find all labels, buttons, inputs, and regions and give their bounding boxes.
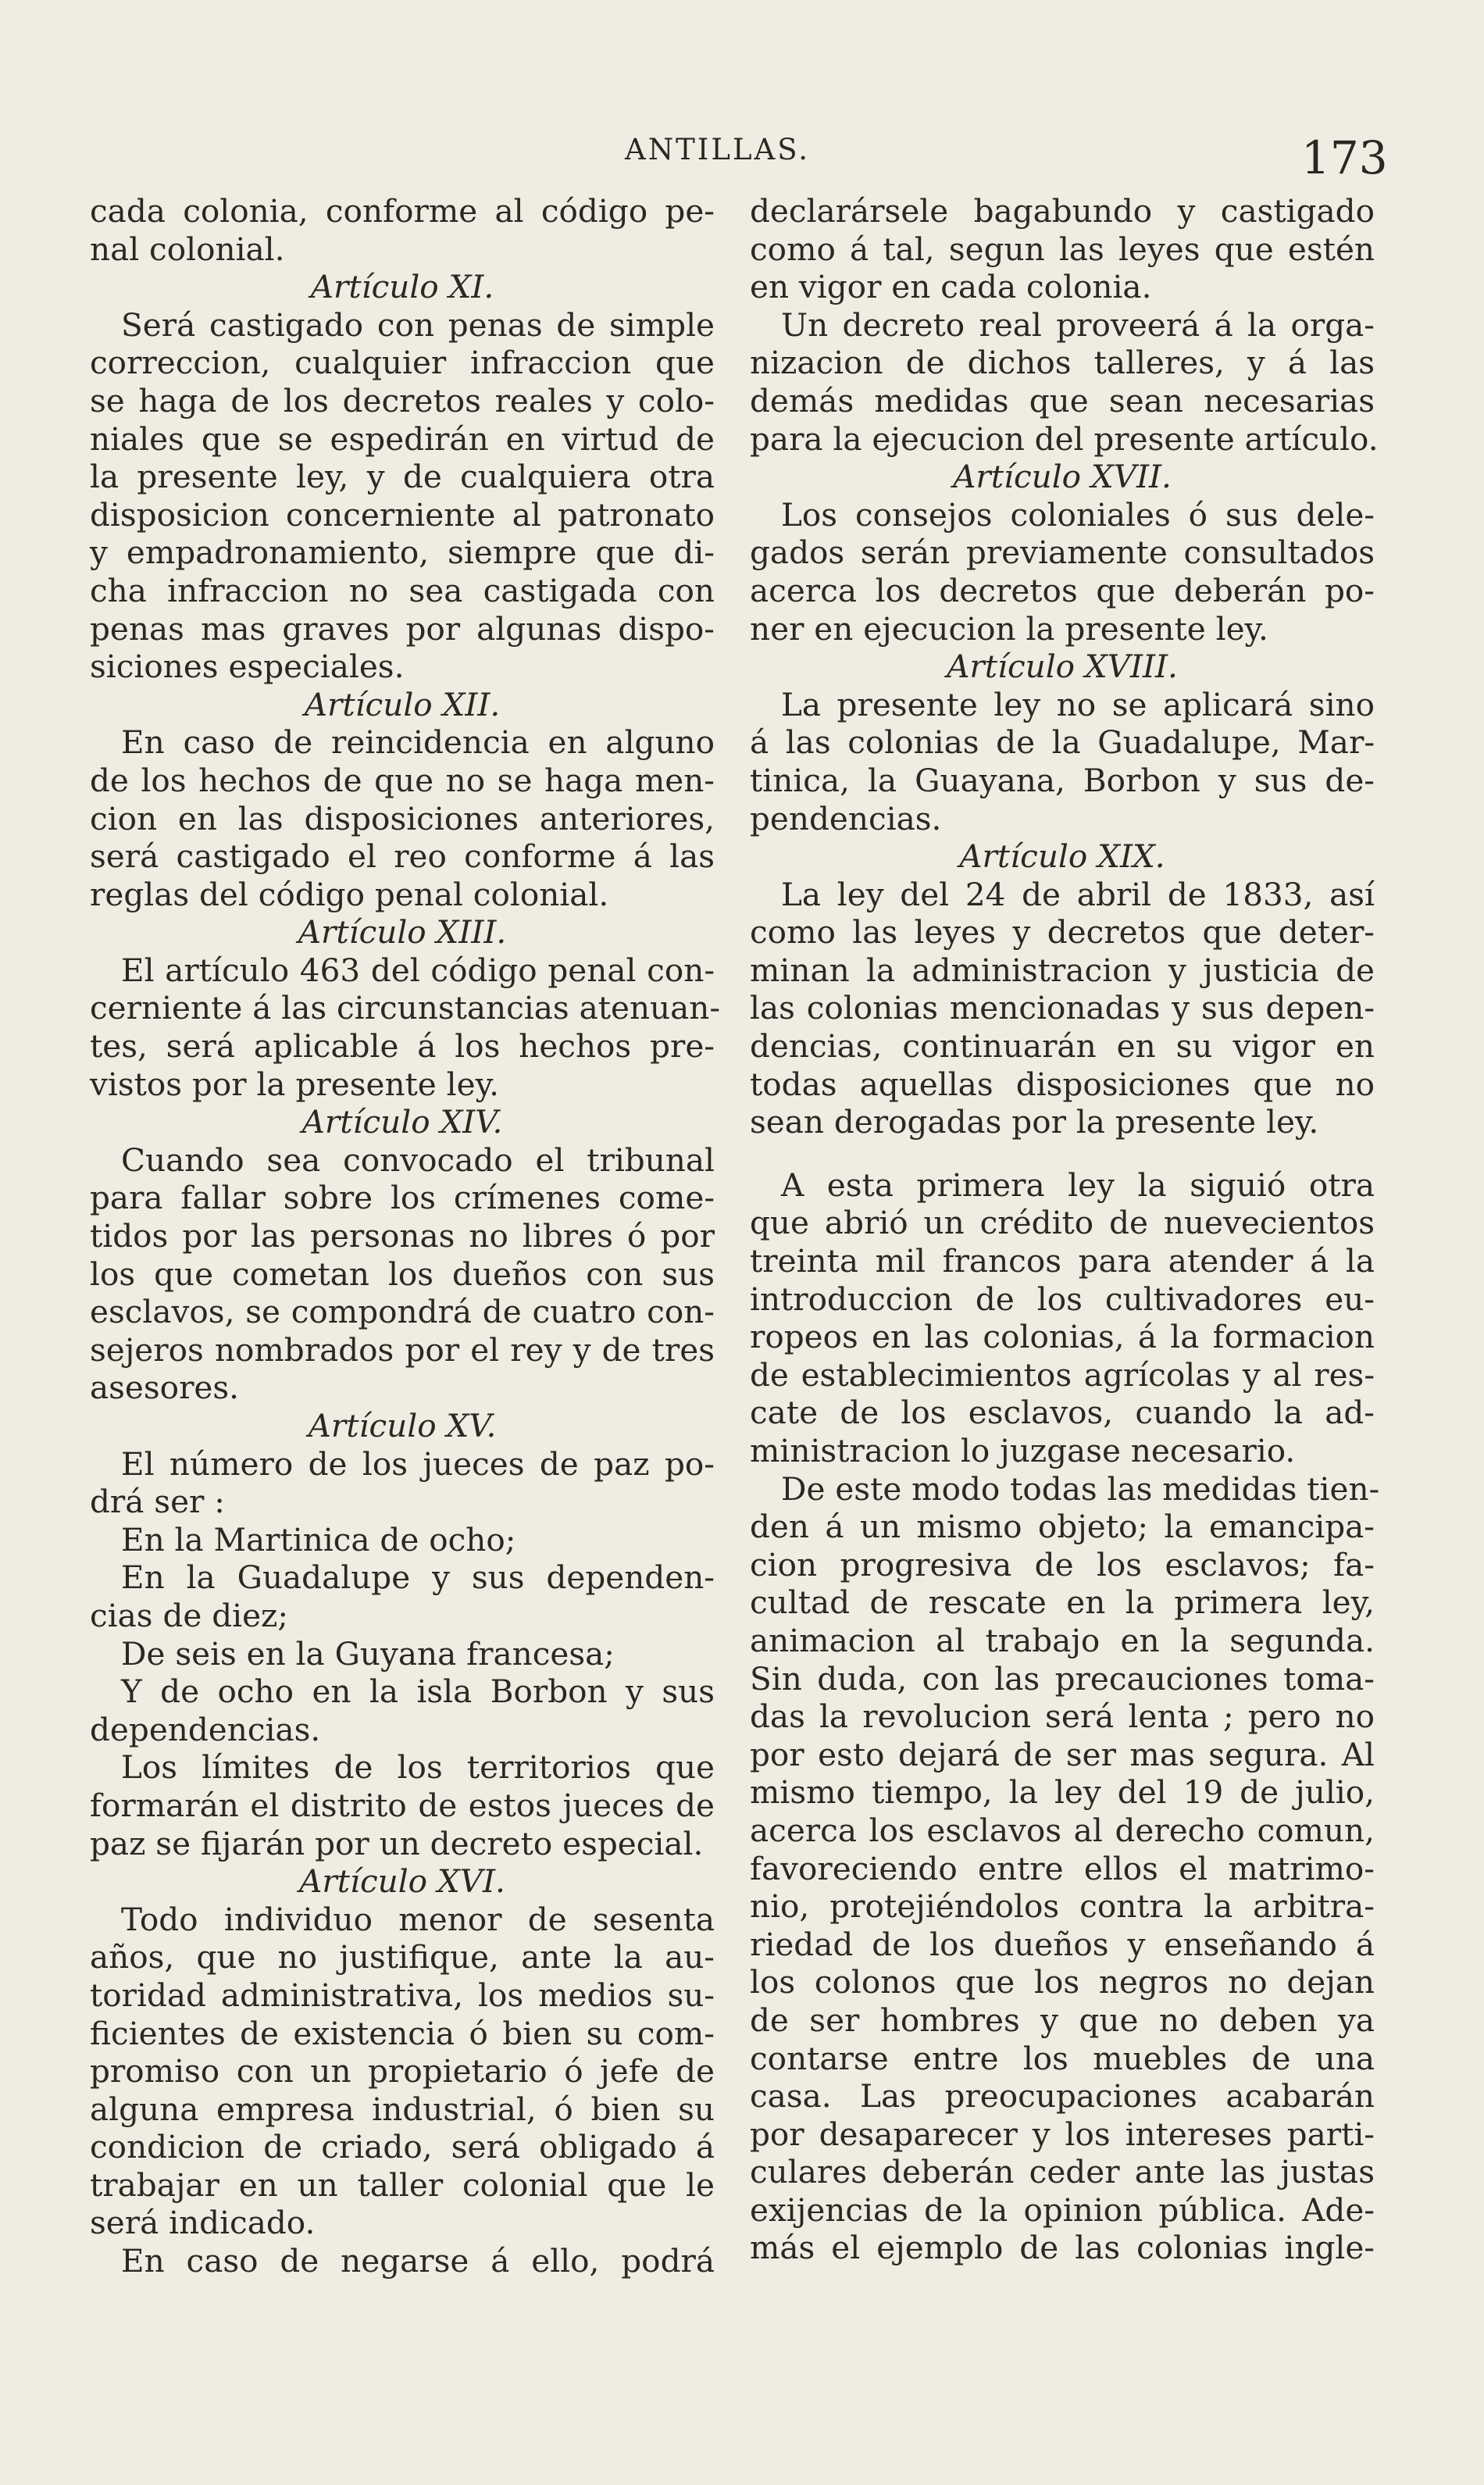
text-line: de establecimientos agrícolas y al res- (750, 1355, 1375, 1394)
article-heading: Artículo XIX. (959, 837, 1165, 876)
text-line: declarársele bagabundo y castigado (750, 192, 1375, 230)
text-line: cerniente á las circunstancias atenuan- (90, 989, 721, 1027)
page-number: 173 (1301, 131, 1388, 184)
text-line: contarse entre los muebles de una (750, 2039, 1375, 2077)
text-line: demás medidas que sean necesarias (750, 381, 1375, 420)
text-line: ministracion lo juzgase necesario. (750, 1432, 1296, 1469)
text-line: toridad administrativa, los medios su- (90, 1976, 715, 2014)
text-line: esclavos, se compondrá de cuatro con- (90, 1293, 715, 1331)
text-line: á las colonias de la Guadalupe, Mar- (750, 723, 1375, 762)
text-line: La ley del 24 de abril de 1833, así (781, 875, 1375, 913)
text-line: pendencias. (750, 799, 942, 837)
text-line: A esta primera ley la siguió otra (781, 1166, 1375, 1204)
text-line: Los límites de los territorios que (121, 1748, 715, 1787)
text-line: Será castigado con penas de simple (121, 305, 715, 344)
text-line: mismo tiempo, la ley del 19 de julio, (750, 1773, 1375, 1812)
text-line: nal colonial. (90, 230, 285, 268)
text-line: La presente ley no se aplicará sino (781, 685, 1375, 723)
article-heading: Artículo XI. (310, 268, 494, 306)
article-heading: Artículo XVII. (953, 458, 1172, 496)
text-line: sean derogadas por la presente ley. (750, 1103, 1319, 1141)
text-line: De este modo todas las medidas tien- (781, 1469, 1380, 1508)
text-line: reglas del código penal colonial. (90, 875, 609, 913)
text-line: dencias, continuarán en su vigor en (750, 1027, 1375, 1066)
text-line: Sin duda, con las precauciones toma- (750, 1659, 1375, 1698)
text-line: cias de diez; (90, 1596, 289, 1634)
text-line: ner en ejecucion la presente ley. (750, 609, 1268, 648)
text-line: acerca los decretos que deberán po- (750, 571, 1375, 609)
text-line: De seis en la Guyana francesa; (121, 1634, 615, 1673)
text-line: se haga de los decretos reales y colo- (90, 381, 715, 420)
text-line: cion progresiva de los esclavos; fa- (750, 1545, 1375, 1583)
text-line: nizacion de dichos talleres, y á las (750, 344, 1375, 382)
text-line: asesores. (90, 1369, 240, 1407)
text-line: que abrió un crédito de nuevecientos (750, 1204, 1375, 1242)
text-line: nio, protejiéndolos contra la arbitra- (750, 1887, 1375, 1926)
text-line: de los hechos de que no se haga men- (90, 761, 715, 799)
text-line: por esto dejará de ser mas segura. Al (750, 1735, 1375, 1773)
text-line: minan la administracion y justicia de (750, 951, 1375, 989)
text-line: Cuando sea convocado el tribunal (121, 1141, 715, 1179)
text-line: años, que no justifique, ante la au- (90, 1938, 715, 1976)
text-line: alguna empresa industrial, ó bien su (90, 2090, 715, 2128)
text-line: trabajar en un taller colonial que le (90, 2165, 715, 2204)
text-line: disposicion concerniente al patronato (90, 495, 715, 534)
text-line: Todo individuo menor de sesenta (121, 1900, 715, 1938)
text-line: En caso de negarse á ello, podrá (121, 2242, 715, 2280)
left-column (90, 192, 721, 2280)
text-line: las colonias mencionadas y sus depen- (750, 989, 1375, 1027)
text-line: niales que se espedirán en virtud de (90, 420, 715, 458)
text-line: En la Martinica de ocho; (121, 1520, 516, 1558)
text-line: dependencias. (90, 1710, 321, 1748)
text-line: gados serán previamente consultados (750, 534, 1375, 572)
text-line: ficientes de existencia ó bien su com- (90, 2014, 715, 2052)
text-line: Los consejos coloniales ó sus dele- (781, 495, 1375, 534)
article-heading: Artículo XIII. (298, 913, 507, 952)
text-line: será castigado el reo conforme á las (90, 837, 715, 876)
right-column (750, 192, 1380, 2267)
text-line: El artículo 463 del código penal con- (121, 951, 715, 989)
text-line: ropeos en las colonias, á la formacion (750, 1318, 1375, 1356)
text-line: para la ejecucion del presente artículo. (750, 420, 1379, 458)
text-line: cultad de rescate en la primera ley, (750, 1583, 1375, 1622)
text-line: animacion al trabajo en la segunda. (750, 1621, 1375, 1659)
paragraph-gap (750, 1141, 1375, 1166)
text-line: tes, será aplicable á los hechos pre- (90, 1027, 715, 1066)
text-line: exijencias de la opinion pública. Ade- (750, 2190, 1375, 2229)
text-line: como las leyes y decretos que deter- (750, 913, 1375, 952)
article-heading: Artículo XV. (308, 1407, 497, 1444)
text-line: Un decreto real proveerá á la orga- (781, 305, 1375, 344)
text-line: correccion, cualquier infraccion que (90, 344, 715, 382)
text-line: por desaparecer y los intereses parti- (750, 2115, 1375, 2153)
text-line: casa. Las preocupaciones acabarán (750, 2077, 1375, 2115)
text-line: cion en las disposiciones anteriores, (90, 799, 715, 837)
text-line: das la revolucion será lenta ; pero no (750, 1698, 1375, 1736)
text-line: den á un mismo objeto; la emancipa- (750, 1508, 1375, 1546)
text-line: En caso de reincidencia en alguno (121, 723, 715, 762)
text-line: todas aquellas disposiciones que no (750, 1065, 1375, 1103)
running-head: ANTILLAS. (625, 133, 811, 166)
text-line: tidos por las personas no libres ó por (90, 1217, 715, 1255)
text-line: la presente ley, y de cualquiera otra (90, 458, 715, 496)
text-line: en vigor en cada colonia. (750, 268, 1152, 306)
text-line: treinta mil francos para atender á la (750, 1242, 1375, 1280)
text-line: será indicado. (90, 2204, 316, 2242)
text-line: para fallar sobre los crímenes come- (90, 1179, 715, 1217)
text-line: tinica, la Guayana, Borbon y sus de- (750, 761, 1375, 799)
text-line: favoreciendo entre ellos el matrimo- (750, 1849, 1375, 1887)
text-line: sejeros nombrados por el rey y de tres (90, 1330, 715, 1369)
text-line: acerca los esclavos al derecho comun, (750, 1811, 1375, 1849)
text-line: promiso con un propietario ó jefe de (90, 2052, 715, 2090)
text-line: introduccion de los cultivadores eu- (750, 1280, 1375, 1318)
article-heading: Artículo XVI. (299, 1862, 505, 1901)
text-line: más el ejemplo de las colonias ingle- (750, 2229, 1375, 2267)
article-heading: Artículo XIV. (301, 1103, 503, 1141)
article-heading: Artículo XVIII. (947, 648, 1178, 686)
text-line: En la Guadalupe y sus dependen- (121, 1558, 715, 1597)
text-line: vistos por la presente ley. (90, 1065, 499, 1103)
text-line: los colonos que los negros no dejan (750, 1963, 1375, 2001)
text-line: penas mas graves por algunas dispo- (90, 609, 715, 648)
text-line: de ser hombres y que no deben ya (750, 2001, 1375, 2039)
text-line: formarán el distrito de estos jueces de (90, 1786, 715, 1824)
text-line: drá ser : (90, 1483, 225, 1521)
text-line: condicion de criado, será obligado á (90, 2128, 715, 2166)
text-line: siciones especiales. (90, 648, 405, 686)
text-line: El número de los jueces de paz po- (121, 1444, 715, 1483)
text-line: como á tal, segun las leyes que estén (750, 230, 1375, 268)
text-line: paz se fijarán por un decreto especial. (90, 1824, 704, 1862)
text-line: y empadronamiento, siempre que di- (90, 534, 715, 572)
text-line: cate de los esclavos, cuando la ad- (750, 1394, 1375, 1432)
text-line: cha infraccion no sea castigada con (90, 571, 715, 609)
text-line: los que cometan los dueños con sus (90, 1255, 715, 1293)
text-line: Y de ocho en la isla Borbon y sus (121, 1673, 715, 1711)
text-line: culares deberán ceder ante las justas (750, 2153, 1375, 2191)
text-line: cada colonia, conforme al código pe- (90, 192, 715, 230)
text-line: riedad de los dueños y enseñando á (750, 1925, 1375, 1963)
article-heading: Artículo XII. (304, 685, 501, 723)
